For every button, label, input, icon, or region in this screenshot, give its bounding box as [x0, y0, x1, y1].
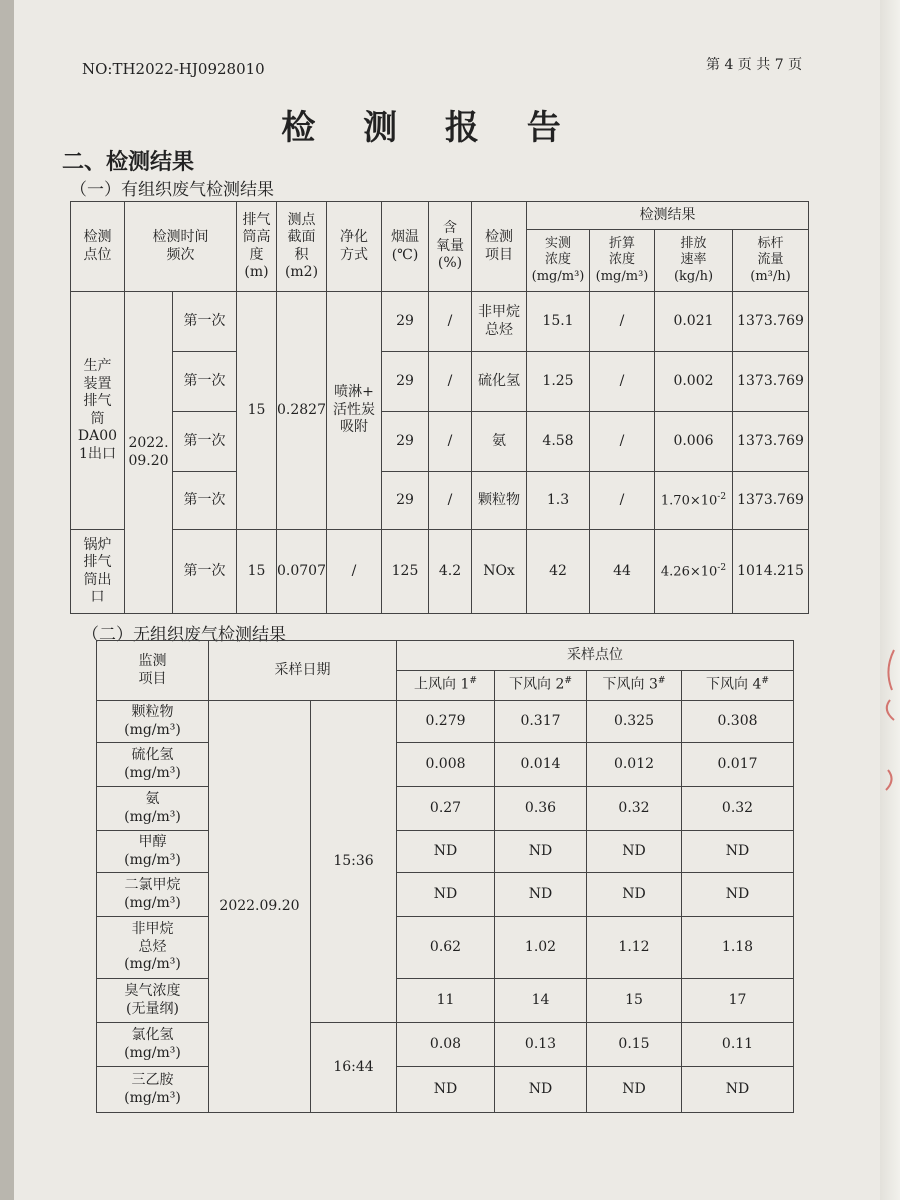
value-cell: 0.317	[495, 701, 587, 743]
header-point: 检测 点位	[71, 202, 125, 292]
report-title: 检 测 报 告	[281, 108, 579, 148]
actual-conc: 42	[527, 530, 590, 614]
header-downwind-4	[682, 671, 794, 701]
oxygen: /	[429, 472, 472, 530]
value-cell: 1.12	[587, 917, 682, 979]
emission-rate	[655, 530, 733, 614]
actual-conc: 15.1	[527, 292, 590, 352]
header-temp: 烟温 (℃)	[382, 202, 429, 292]
item-label: 甲醇 (mg/m³)	[97, 831, 209, 873]
test-item: 颗粒物	[472, 472, 527, 530]
sample-time-2: 16:44	[311, 1023, 397, 1113]
header-height: 排气 筒高 度 (m)	[237, 202, 277, 292]
point-mark: #	[761, 676, 769, 687]
page-info: 第 4 页 共 7 页	[706, 57, 803, 73]
header-flow: 标杆 流量 (m³/h)	[733, 230, 809, 292]
value-cell: ND	[587, 831, 682, 873]
actual-conc: 4.58	[527, 412, 590, 472]
point-label: 下风向 2	[509, 677, 565, 694]
header-time: 检测时间 频次	[125, 202, 237, 292]
organized-gas-table	[70, 201, 809, 614]
value-cell: ND	[495, 1067, 587, 1113]
value-cell: 0.32	[682, 787, 794, 831]
value-cell: 0.13	[495, 1023, 587, 1067]
header-item: 监测 项目	[97, 641, 209, 701]
frequency: 第一次	[173, 530, 237, 614]
value-cell: ND	[397, 873, 495, 917]
header-results: 检测结果	[527, 202, 809, 230]
flow: 1373.769	[733, 292, 809, 352]
rate-exponent: -2	[717, 491, 727, 502]
header-oxygen: 含 氧量 (%)	[429, 202, 472, 292]
report-number: NO:TH2022-HJ0928010	[82, 60, 265, 78]
value-cell: 1.02	[495, 917, 587, 979]
value-cell: 0.325	[587, 701, 682, 743]
section-area-1: 0.2827	[277, 292, 327, 530]
frequency: 第一次	[173, 292, 237, 352]
temp: 29	[382, 292, 429, 352]
value-cell: 1.18	[682, 917, 794, 979]
converted-conc: /	[590, 292, 655, 352]
point-1: 生产 装置 排气 筒 DA00 1出口	[71, 292, 125, 530]
converted-conc: /	[590, 472, 655, 530]
header-downwind-2	[495, 671, 587, 701]
item-label: 臭气浓度 (无量纲)	[97, 979, 209, 1023]
purify-method-2: /	[327, 530, 382, 614]
value-cell: 0.27	[397, 787, 495, 831]
emission-rate	[655, 472, 733, 530]
actual-conc: 1.3	[527, 472, 590, 530]
sample-date: 2022.09.20	[209, 701, 311, 1113]
frequency: 第一次	[173, 412, 237, 472]
unorganized-gas-heading: （二）无组织废气检测结果	[82, 625, 286, 645]
value-cell: ND	[682, 873, 794, 917]
header-downwind-3	[587, 671, 682, 701]
frequency: 第一次	[173, 352, 237, 412]
temp: 29	[382, 472, 429, 530]
value-cell: ND	[495, 873, 587, 917]
oxygen: /	[429, 412, 472, 472]
value-cell: 0.32	[587, 787, 682, 831]
value-cell: 0.62	[397, 917, 495, 979]
point-mark: #	[657, 676, 666, 687]
value-cell: 0.36	[495, 787, 587, 831]
value-cell: 0.11	[682, 1023, 794, 1067]
value-cell: 0.308	[682, 701, 794, 743]
value-cell: ND	[587, 1067, 682, 1113]
value-cell: ND	[682, 831, 794, 873]
value-cell: 0.008	[397, 743, 495, 787]
item-label: 非甲烷 总烃 (mg/m³)	[97, 917, 209, 979]
flow: 1373.769	[733, 472, 809, 530]
header-purify: 净化 方式	[327, 202, 382, 292]
value-cell: ND	[397, 831, 495, 873]
page-fold	[880, 0, 900, 1200]
emission-rate: 0.002	[655, 352, 733, 412]
oxygen: /	[429, 352, 472, 412]
organized-gas-heading: （一）有组织废气检测结果	[70, 180, 274, 200]
header-item: 检测 项目	[472, 202, 527, 292]
item-label: 氨 (mg/m³)	[97, 787, 209, 831]
section-heading: 二、检测结果	[62, 150, 195, 175]
value-cell: ND	[682, 1067, 794, 1113]
temp: 125	[382, 530, 429, 614]
temp: 29	[382, 412, 429, 472]
value-cell: ND	[495, 831, 587, 873]
point-label: 下风向 4	[706, 677, 762, 694]
flow: 1373.769	[733, 352, 809, 412]
value-cell: 0.15	[587, 1023, 682, 1067]
value-cell: 14	[495, 979, 587, 1023]
rate-base: 1.70×10	[660, 493, 718, 509]
item-label: 硫化氢 (mg/m³)	[97, 743, 209, 787]
value-cell: ND	[587, 873, 682, 917]
value-cell: 0.08	[397, 1023, 495, 1067]
rate-exponent: -2	[717, 562, 727, 573]
temp: 29	[382, 352, 429, 412]
value-cell: 0.012	[587, 743, 682, 787]
header-converted: 折算 浓度 (mg/m³)	[590, 230, 655, 292]
rate-base: 4.26×10	[660, 564, 718, 580]
converted-conc: /	[590, 352, 655, 412]
item-label: 三乙胺 (mg/m³)	[97, 1067, 209, 1113]
stack-height-1: 15	[237, 292, 277, 530]
emission-rate: 0.021	[655, 292, 733, 352]
header-actual: 实测 浓度 (mg/m³)	[527, 230, 590, 292]
value-cell: 0.279	[397, 701, 495, 743]
binder-edge	[0, 0, 14, 1200]
item-label: 二氯甲烷 (mg/m³)	[97, 873, 209, 917]
item-label: 颗粒物 (mg/m³)	[97, 701, 209, 743]
header-points: 采样点位	[397, 641, 794, 671]
value-cell: 11	[397, 979, 495, 1023]
converted-conc: 44	[590, 530, 655, 614]
frequency: 第一次	[173, 472, 237, 530]
flow: 1373.769	[733, 412, 809, 472]
header-area: 测点 截面 积 (m2)	[277, 202, 327, 292]
red-stamp-fragment	[880, 640, 900, 810]
value-cell: 17	[682, 979, 794, 1023]
point-mark: #	[469, 676, 477, 687]
test-item: 非甲烷 总烃	[472, 292, 527, 352]
point-label: 上风向 1	[414, 677, 470, 694]
oxygen: 4.2	[429, 530, 472, 614]
point-mark: #	[564, 676, 572, 687]
test-item: NOx	[472, 530, 527, 614]
item-label: 氯化氢 (mg/m³)	[97, 1023, 209, 1067]
actual-conc: 1.25	[527, 352, 590, 412]
emission-rate: 0.006	[655, 412, 733, 472]
stack-height-2: 15	[237, 530, 277, 614]
test-item: 硫化氢	[472, 352, 527, 412]
header-rate: 排放 速率 (kg/h)	[655, 230, 733, 292]
purify-method-1: 喷淋+ 活性炭 吸附	[327, 292, 382, 530]
flow: 1014.215	[733, 530, 809, 614]
test-item: 氨	[472, 412, 527, 472]
section-area-2: 0.0707	[277, 530, 327, 614]
header-upwind-1	[397, 671, 495, 701]
test-date: 2022. 09.20	[125, 292, 173, 614]
value-cell: ND	[397, 1067, 495, 1113]
point-label: 下风向 3	[602, 677, 658, 694]
unorganized-gas-table	[96, 640, 794, 1113]
sample-time-1: 15:36	[311, 701, 397, 1023]
point-2: 锅炉 排气 筒出 口	[71, 530, 125, 614]
value-cell: 0.017	[682, 743, 794, 787]
value-cell: 15	[587, 979, 682, 1023]
oxygen: /	[429, 292, 472, 352]
converted-conc: /	[590, 412, 655, 472]
value-cell: 0.014	[495, 743, 587, 787]
header-date: 采样日期	[209, 641, 397, 701]
